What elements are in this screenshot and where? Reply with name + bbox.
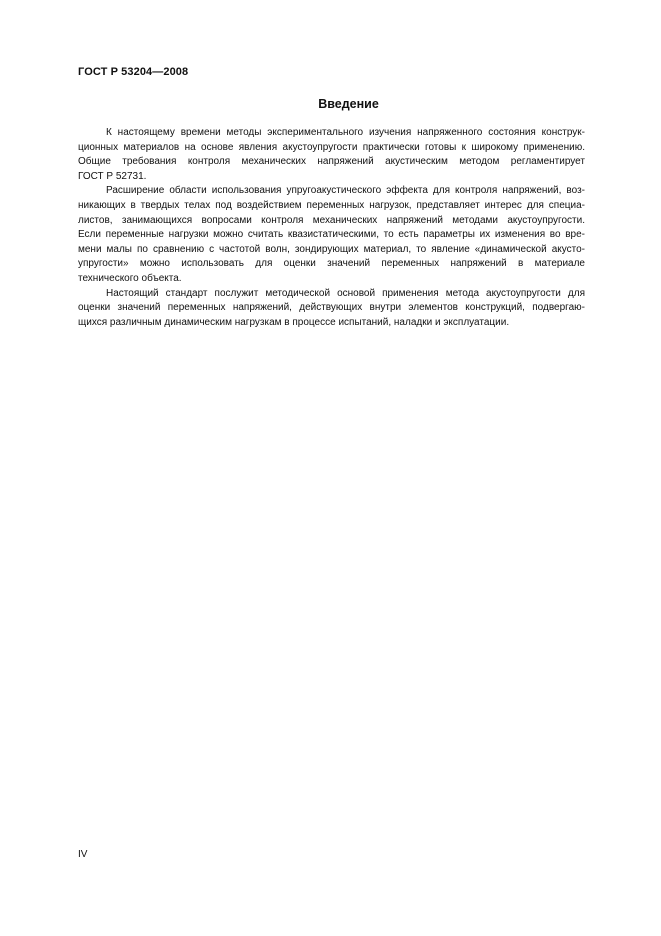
- introduction-body: [78, 126, 585, 330]
- paragraph-line: ГОСТ Р 52731.: [78, 170, 147, 182]
- section-title: Введение: [318, 97, 379, 111]
- paragraph-line: К настоящему времени методы экспериментального изучения напряженного состояния конструк-: [106, 127, 585, 138]
- paragraph-line: Расширение области использования упругоакустического эффекта для контроля напряжений, воз-: [106, 185, 585, 197]
- page-number: IV: [78, 849, 88, 860]
- paragraph-line: упругости» можно использовать для оценки значений переменных напряжений в материале: [78, 258, 585, 270]
- paragraph-line: оценки значений переменных напряжений, действующих внутри элементов конструкций, подвергаю-: [78, 302, 585, 314]
- paragraph-line: листов, занимающихся вопросами контроля механических напряжений методами акустоупругости.: [78, 214, 585, 226]
- paragraph-line: Общие требования контроля механических напряжений акустическим методом регламентирует: [78, 156, 585, 168]
- paragraph-line: Если переменные нагрузки можно считать квазистатическими, то есть параметры их изменения во вре-: [78, 229, 585, 241]
- paragraph-line: щихся различным динамическим нагрузкам в процессе испытаний, наладки и эксплуатации.: [78, 316, 510, 328]
- paragraph-line: никающих в твердых телах под воздействием переменных нагрузок, представляет интерес для специа-: [78, 199, 585, 211]
- paragraph-2: [78, 184, 585, 286]
- paragraph-line: Настоящий стандарт послужит методической основой применения метода акустоупругости для: [106, 287, 585, 299]
- paragraph-1: [78, 126, 585, 184]
- standard-code-header: ГОСТ Р 53204—2008: [78, 66, 189, 78]
- paragraph-line: ционных материалов на основе явления акустоупругости практически готовы к широкому применению.: [78, 141, 585, 153]
- paragraph-line: мени малы по сравнению с частотой волн, зондирующих материал, то явление «динамической акусто-: [78, 243, 585, 255]
- paragraph-3: [78, 287, 585, 331]
- paragraph-line: технического объекта.: [78, 272, 182, 284]
